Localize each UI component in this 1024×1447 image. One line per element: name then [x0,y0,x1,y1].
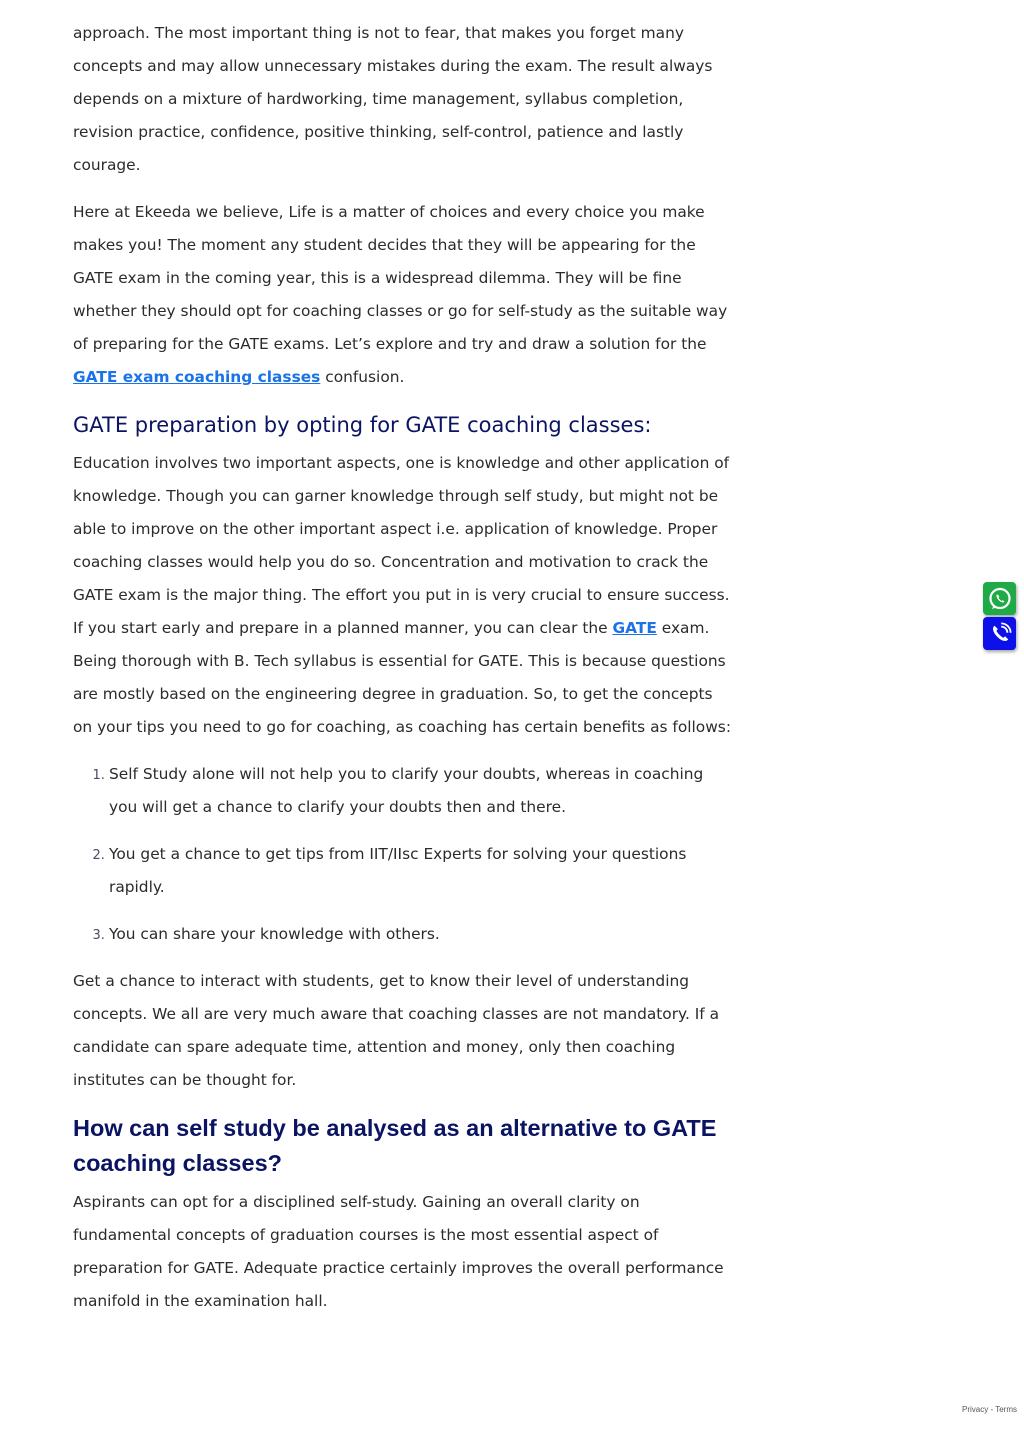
list-item: 1. Self Study alone will not help you to clarify your doubts, whereas in coaching you will get a chance to clarify your doubts then and there. [109,758,733,824]
section-heading-coaching: GATE preparation by opting for GATE coaching classes: [73,413,652,437]
paragraph-text: exam. Being thorough with B. Tech syllabus is essential for GATE. This is because questions are mostly based on the engineering degree in graduation. So, to get the concepts on your tips you need to go for coaching, as coaching has certain benefits as follows: [73,619,732,736]
benefits-list [73,758,733,951]
gate-coaching-classes-link[interactable]: GATE exam coaching classes [73,368,321,386]
phone-icon [987,621,1013,647]
paragraph-self-study: Aspirants can opt for a disciplined self-study. Gaining an overall clarity on fundamental concepts of graduation courses is the most essential aspect of preparation for GATE. Adequate practice certainly improves the overall performance manifold in the examination hall. [73,1193,724,1310]
section-heading-self-study: How can self study be analysed as an alternative to GATE coaching classes? [73,1115,717,1176]
paragraph-text: confusion. [320,368,405,386]
paragraph-interact: Get a chance to interact with students, get to know their level of understanding concepts. We all are very much aware that coaching classes are not mandatory. If a candidate can spare adequate time, attention and money, only then coaching institutes can be thought for. [73,972,720,1089]
footer-separator: - [988,1405,996,1414]
gate-link[interactable]: GATE [612,619,657,637]
paragraph-text: Here at Ekeeda we believe, Life is a matter of choices and every choice you make makes you! The moment any student decides that they will be appearing for the GATE exam in the coming year, this is a widespread dilemma. They will be fine whether they should opt for coaching classes or go for self-study as the suitable way of preparing for the GATE exams. Let’s explore and try and draw a solution for the [73,203,728,353]
call-button[interactable] [983,617,1016,650]
paragraph-intro: approach. The most important thing is not to fear, that makes you forget many concepts and may allow unnecessary mistakes during the exam. The result always depends on a mixture of hardworking, time management, syllabus completion, revision practice, confidence, positive thinking, self-control, patience and lastly courage. [73,24,713,174]
recaptcha-footer [962,1405,1017,1414]
whatsapp-button[interactable] [983,582,1016,615]
privacy-link[interactable]: Privacy [962,1405,989,1414]
article-body [73,17,733,1332]
list-item: 3. You can share your knowledge with others. [109,918,733,951]
paragraph-text: Education involves two important aspects, one is knowledge and other application of knowledge. Though you can garner knowledge through self study, but might not be able to improve on the other important aspect i.e. application of knowledge. Proper coaching classes would help you do so. Concentration and motivation to crack the GATE exam is the major thing. The effort you put in is very crucial to ensure success. If you start early and prepare in a planned manner, you can clear the [73,454,730,637]
list-item: 2. You get a chance to get tips from IIT/IIsc Experts for solving your questions rapidly. [109,838,733,904]
terms-link[interactable]: Terms [995,1405,1017,1414]
paragraph-education [73,447,733,744]
whatsapp-icon [987,586,1013,612]
paragraph-ekeeda [73,196,733,394]
